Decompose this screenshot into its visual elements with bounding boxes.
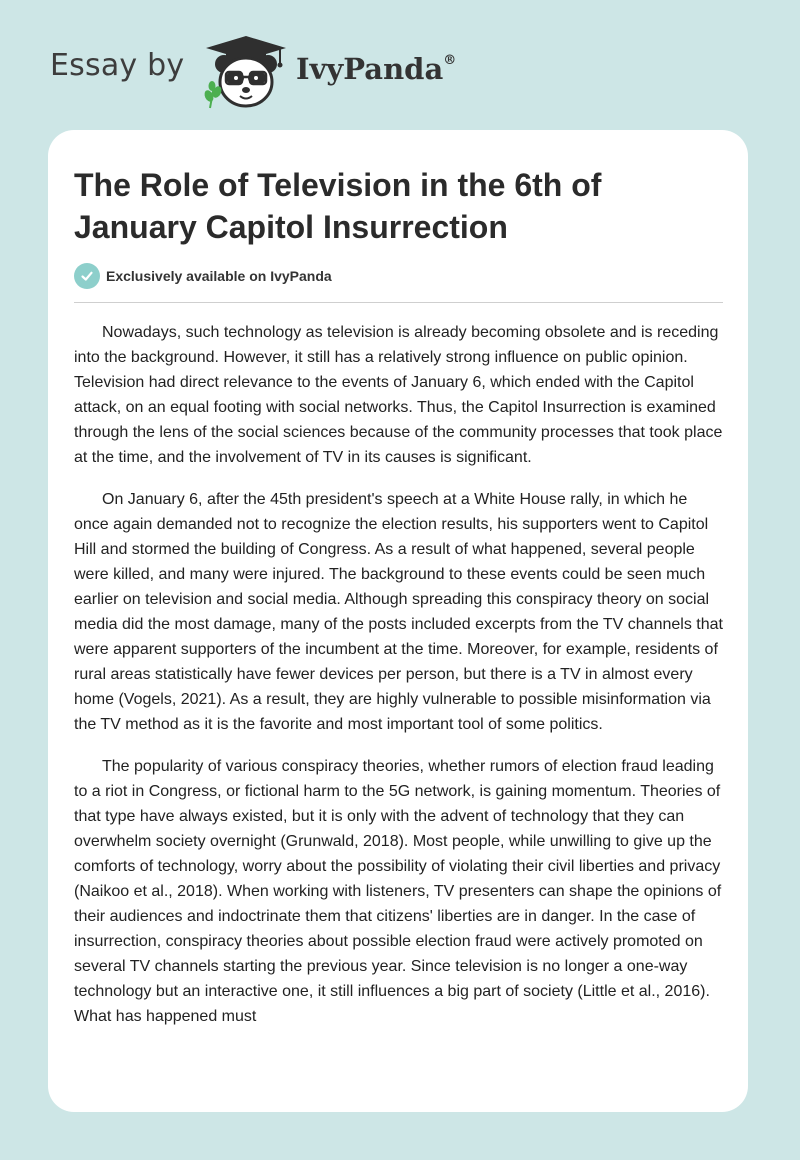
paragraph: The popularity of various conspiracy theories, whether rumors of election fraud leading to a riot in Congress, or fictional harm to the 5G network, is gaining momentum. Theories of that type have always existed, but it is only with the advent of technology that they can overwhelm society overnight (Grunwald, 2018). Most people, while unwilling to give up the comforts of technology, worry about the possibility of violating their civil liberties and privacy (Naikoo et al., 2018). When working with listeners, TV presenters can shape the opinions of their audiences and indoctrinate them that citizens' liberties are in danger. In the case of insurrection, conspiracy theories about possible election fraud were actively promoted on several TV channels starting the previous year. Since television is no longer a one-way technology but an interactive one, it still influences a big part of society (Little et al., 2016). What has happened must	[74, 758, 722, 1025]
exclusive-badge-text: Exclusively available on IvyPanda	[106, 268, 332, 284]
check-icon	[74, 263, 100, 289]
divider	[74, 302, 723, 303]
essay-card	[48, 130, 748, 1112]
registered-mark: ®	[443, 53, 457, 69]
essay-by-label: Essay by	[50, 48, 185, 83]
essay-title: The Role of Television in the 6th of January Capitol Insurrection	[74, 167, 602, 245]
exclusive-badge	[74, 263, 332, 289]
site-header	[0, 0, 800, 130]
brand-text: IvyPanda	[296, 52, 444, 86]
essay-body	[74, 320, 724, 1046]
brand-name[interactable]	[296, 52, 456, 86]
panda-logo-icon[interactable]	[200, 34, 292, 110]
paragraph: On January 6, after the 45th president's speech at a White House rally, in which he once again demanded not to recognize the election results, his supporters went to Capitol Hill and stormed the building of Congress. As a result of what happened, several people were killed, and many were injured. The background to these events could be seen much earlier on television and social media. Although spreading this conspiracy theory on social media did the most damage, many of the posts included excerpts from the TV channels that were apparent supporters of the incumbent at the time. Moreover, for example, residents of rural areas statistically have fewer devices per person, but there is a TV in almost every home (Vogels, 2021). As a result, they are highly vulnerable to possible misinformation via the TV method as it is the favorite and most important tool of some politics.	[74, 491, 723, 733]
paragraph: Nowadays, such technology as television is already becoming obsolete and is receding into the background. However, it still has a relatively strong influence on public opinion. Television had direct relevance to the events of January 6, which ended with the Capitol attack, on an equal footing with social networks. Thus, the Capitol Insurrection is examined through the lens of the social sciences because of the community processes that took place at the time, and the involvement of TV in its causes is significant.	[74, 324, 723, 466]
